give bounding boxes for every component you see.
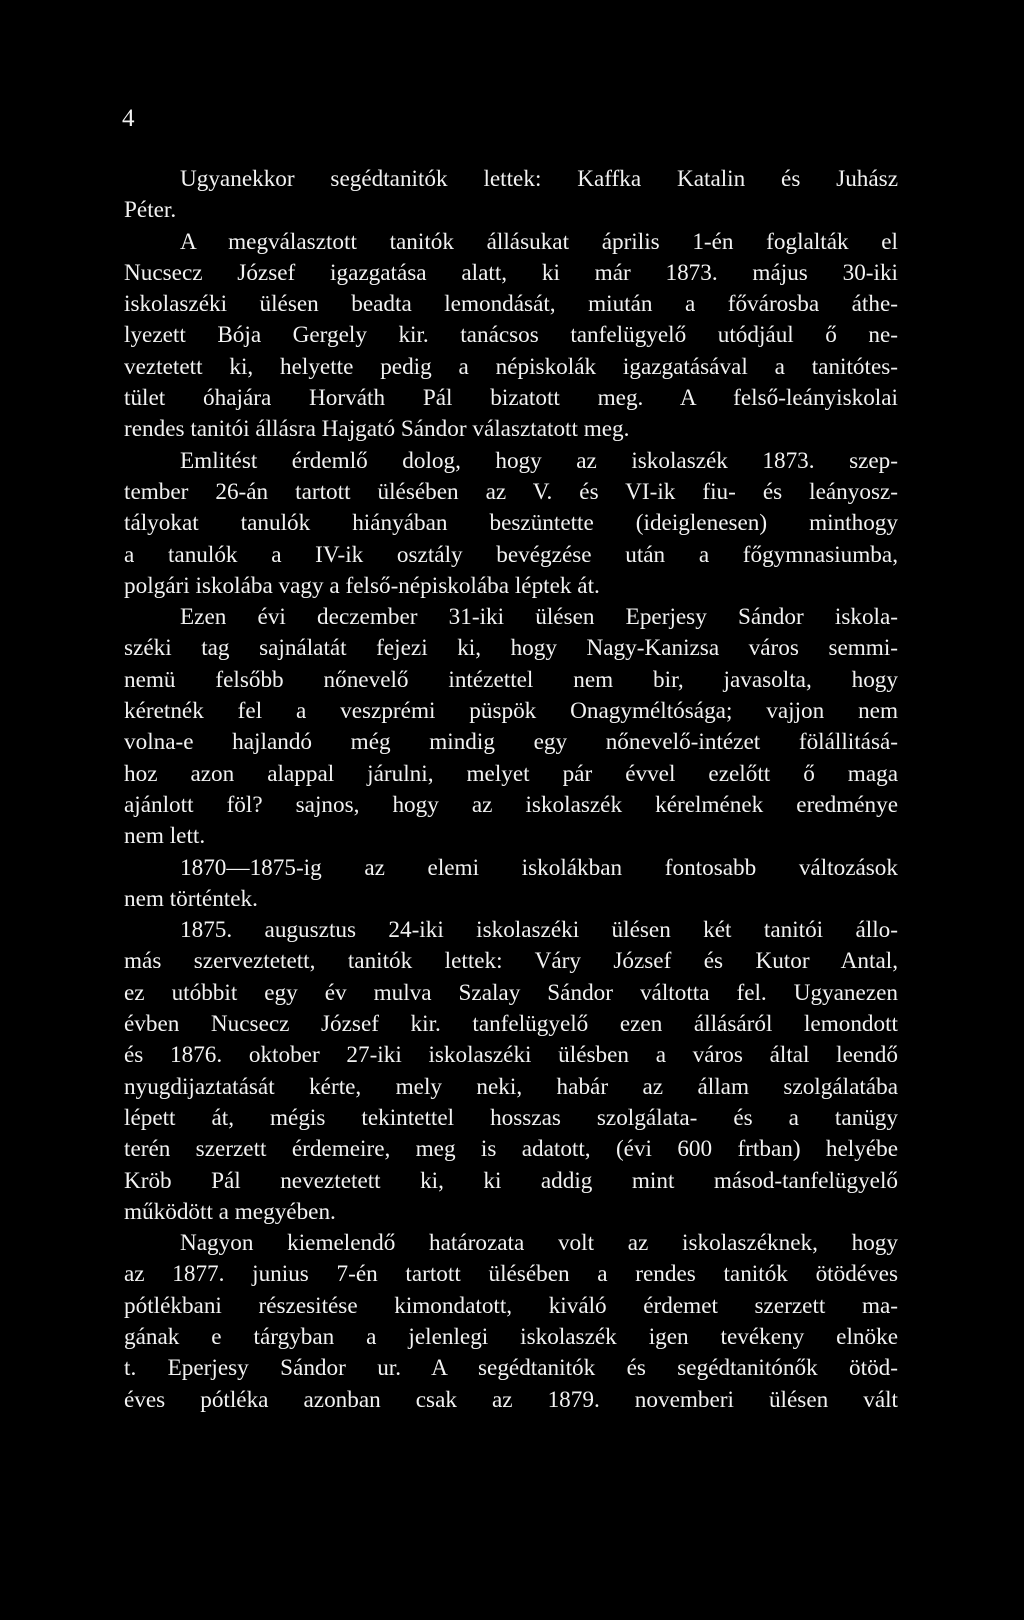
text-line: iskolaszéki ülésen beadta lemondását, miután a fővárosba áthe- <box>124 291 898 318</box>
text-line: hoz azon alappal járulni, melyet pár évvel ezelőtt ő maga <box>124 760 898 787</box>
page-number: 4 <box>122 105 135 132</box>
text-line: lyezett Bója Gergely kir. tanácsos tanfelügyelő utódjául ő ne- <box>124 322 898 349</box>
text-line: rendes tanitói állásra Hajgató Sándor választatott meg. <box>124 416 630 443</box>
text-line: pótlékbani részesitése kimondatott, kiváló érdemet szerzett ma- <box>124 1292 898 1319</box>
text-line: éves pótléka azonban csak az 1879. novemberi ülésen vált <box>124 1386 898 1413</box>
text-line: a tanulók a IV-ik osztály bevégzése után a főgymnasiumba, <box>124 541 898 568</box>
text-line: és 1876. oktober 27-iki iskolaszéki ülésben a város által leendő <box>124 1042 898 1069</box>
text-line: gának e tárgyban a jelenlegi iskolaszék igen tevékeny elnöke <box>124 1323 898 1350</box>
text-line: nem lett. <box>124 823 206 850</box>
text-line: Péter. <box>124 197 177 224</box>
text-line: ajánlott föl? sajnos, hogy az iskolaszék kérelmének eredménye <box>124 791 898 818</box>
text-line: működött a megyében. <box>124 1198 336 1225</box>
text-line: nemü felsőbb nőnevelő intézettel nem bir, javasolta, hogy <box>124 666 898 693</box>
text-line: Ugyanekkor segédtanitók lettek: Kaffka Katalin és Juhász <box>180 166 898 192</box>
text-line: veztetett ki, helyette pedig a népiskolák igazgatásával a tanitótes- <box>124 353 898 380</box>
text-line: ez utóbbit egy év mulva Szalay Sándor váltotta fel. Ugyanezen <box>124 979 898 1006</box>
text-line: Emlitést érdemlő dolog, hogy az iskolaszék 1873. szep- <box>180 447 898 474</box>
text-line: 1870—1875-ig az elemi iskolákban fontosabb változások <box>180 854 898 881</box>
text-line: terén szerzett érdemeire, meg is adatott, (évi 600 frtban) helyébe <box>124 1136 898 1163</box>
text-line: volna-e hajlandó még mindig egy nőnevelő-intézet fölállitásá- <box>124 729 898 756</box>
text-line: évben Nucsecz József kir. tanfelügyelő ezen állásáról lemondott <box>124 1011 898 1038</box>
text-line: Kröb Pál neveztetett ki, ki addig mint másod-tanfelügyelő <box>124 1167 898 1194</box>
text-line: széki tag sajnálatát fejezi ki, hogy Nagy-Kanizsa város semmi- <box>124 635 898 662</box>
text-line: tember 26-án tartott ülésében az V. és VI-ik fiu- és leányosz- <box>124 478 898 505</box>
text-line: nyugdijaztatását kérte, mely neki, habár az állam szolgálatába <box>124 1073 898 1100</box>
text-line: Nagyon kiemelendő határozata volt az iskolaszéknek, hogy <box>180 1230 898 1257</box>
text-line: nem történtek. <box>124 885 258 912</box>
text-line: más szerveztetett, tanitók lettek: Váry József és Kutor Antal, <box>124 948 898 975</box>
text-line: Nucsecz József igazgatása alatt, ki már 1873. május 30-iki <box>124 259 898 286</box>
text-line: Ezen évi deczember 31-iki ülésen Eperjesy Sándor iskola- <box>180 604 898 631</box>
text-line: tályokat tanulók hiányában beszüntette (ideiglenesen) minthogy <box>124 510 898 537</box>
text-line: polgári iskolába vagy a felső-népiskolába léptek át. <box>124 572 600 599</box>
text-line: kéretnék fel a veszprémi püspök Onagyméltósága; vajjon nem <box>124 698 898 725</box>
text-line: A megválasztott tanitók állásukat április 1-én foglalták el <box>180 228 898 255</box>
text-line: tület óhajára Horváth Pál bizatott meg. A felső-leányiskolai <box>124 385 898 412</box>
text-line: 1875. augusztus 24-iki iskolaszéki ülésen két tanitói állo- <box>180 917 898 944</box>
text-line: lépett át, mégis tekintettel hosszas szolgálata- és a tanügy <box>124 1104 898 1131</box>
text-line: az 1877. junius 7-én tartott ülésében a rendes tanitók ötödéves <box>124 1261 898 1288</box>
body-text <box>124 164 898 1416</box>
text-line: t. Eperjesy Sándor ur. A segédtanitók és segédtanitónők ötöd- <box>124 1355 898 1382</box>
